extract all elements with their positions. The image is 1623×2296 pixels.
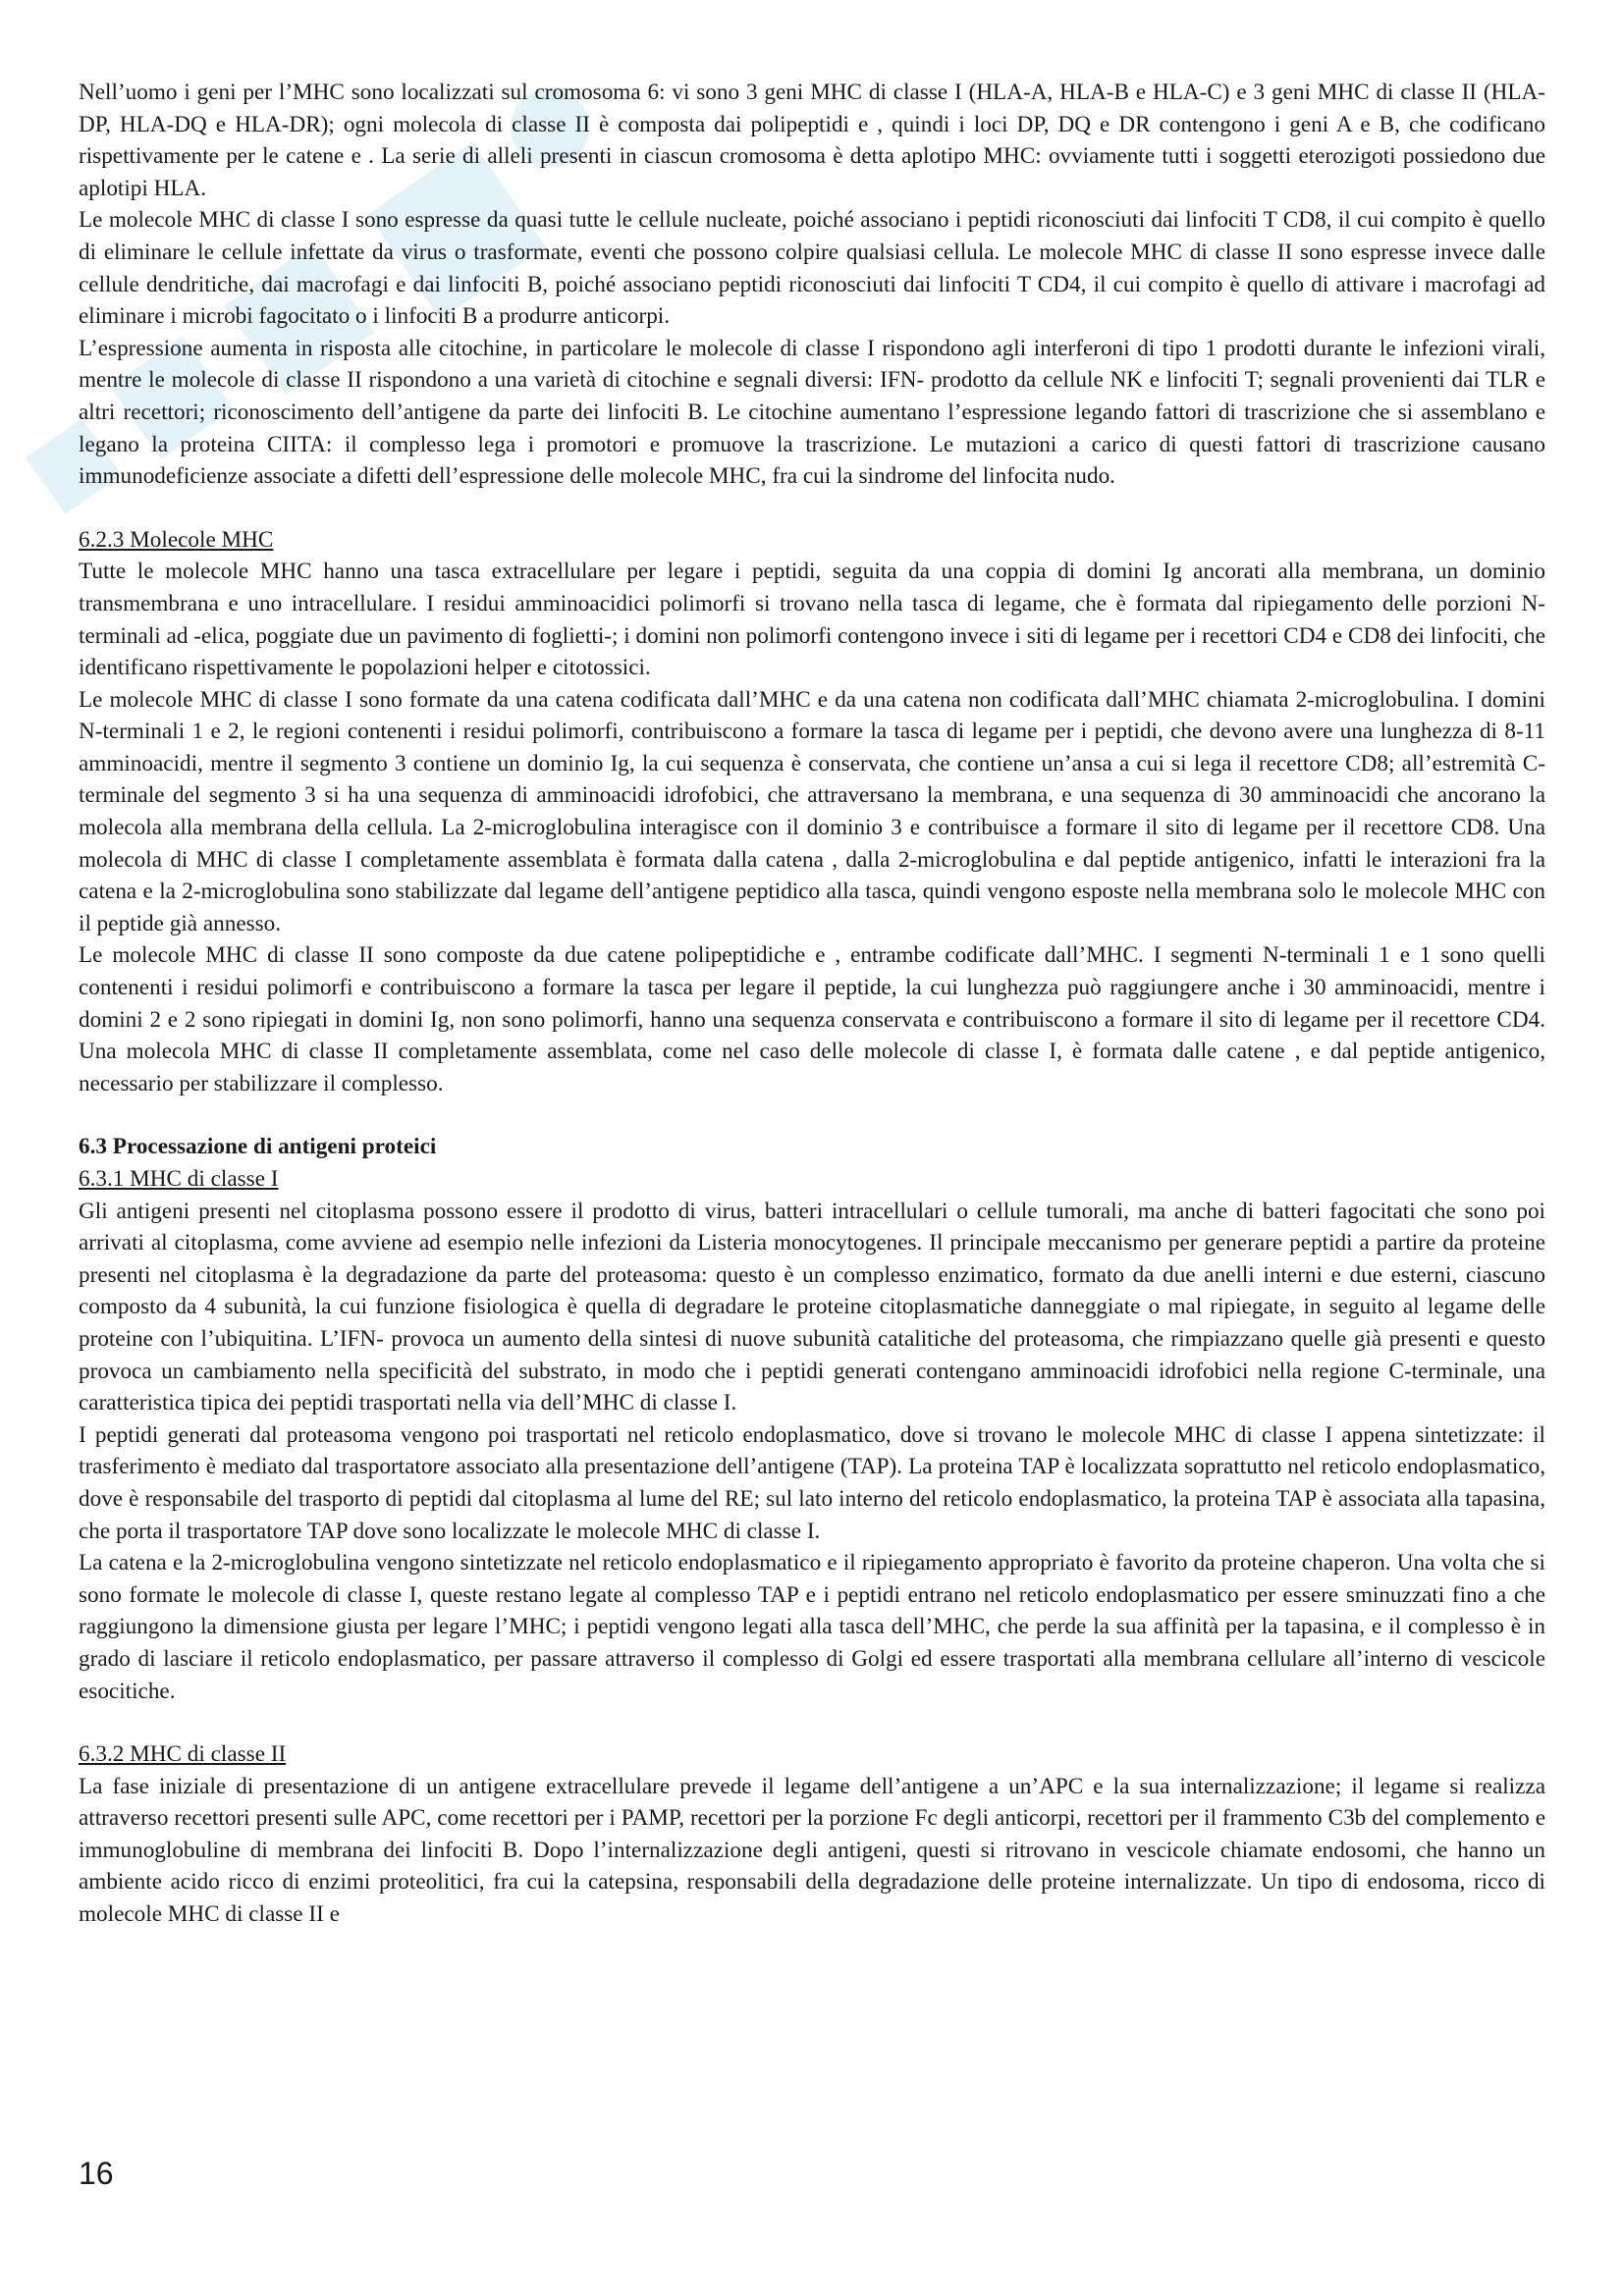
section-heading-63: 6.3 Processazione di antigeni proteici <box>79 1134 437 1160</box>
intro-paragraph-2: Le molecole MHC di classe I sono espresse da quasi tutte le cellule nucleate, poiché associano i peptidi riconosciuti dai linfociti T CD8, il cui compito è quello di eliminare le cellule infettate da virus o trasformate, eventi che possono colpire qualsiasi cellula. Le molecole MHC di classe II sono espresse invece dalle cellule dendritiche, dai macrofagi e dai linfociti B, poiché associano peptidi riconosciuti dai linfociti T CD4, il cui compito è quello di attivare i macrofagi ad eliminare i microbi fagocitato o i linfociti B a produrre anticorpi. <box>79 207 1545 330</box>
section-heading-632: 6.3.2 MHC di classe II <box>79 1741 287 1768</box>
section-623-paragraph-1: Tutte le molecole MHC hanno una tasca extracellulare per legare i peptidi, seguita da una coppia di domini Ig ancorati alla membrana, un dominio transmembrana e uno intracellulare. I residui amminoacidici polimorfi si trovano nella tasca di legame, che è formata dal ripiegamento delle porzioni N-terminali ad -elica, poggiate due un pavimento di foglietti-; i domini non polimorfi contengono invece i siti di legame per i recettori CD4 e CD8 dei linfociti, che identificano rispettivamente le popolazioni helper e citotossici. <box>79 559 1545 681</box>
section-623-paragraph-2: Le molecole MHC di classe I sono formate da una catena codificata dall’MHC e da una catena non codificata dall’MHC chiamata 2-microglobulina. I domini N-terminali 1 e 2, le regioni contenenti i residui polimorfi, contribuiscono a formare la tasca di legame per i peptidi, che devono avere una lunghezza di 8-11 amminoacidi, mentre il segmento 3 contiene un dominio Ig, la cui sequenza è conservata, che contiene un’ansa a cui si lega il recettore CD8; all’estremità C-terminale del segmento 3 si ha una sequenza di amminoacidi idrofobici, che attraversano la membrana, e una sequenza di 30 amminoacidi che ancorano la molecola alla membrana della cellula. La 2-microglobulina interagisce con il dominio 3 e contribuisce a formare il sito di legame per il recettore CD8. Una molecola di MHC di classe I completamente assemblata è formata dalla catena , dalla 2-microglobulina e dal peptide antigenico, infatti le interazioni fra la catena e la 2-microglobulina sono stabilizzate dal legame dell’antigene peptidico alla tasca, quindi vengono esposte nella membrana solo le molecole MHC con il peptide già annesso. <box>79 686 1545 936</box>
intro-paragraph-3: L’espressione aumenta in risposta alle citochine, in particolare le molecole di classe I rispondono agli interferoni di tipo 1 prodotti durante le infezioni virali, mentre le molecole di classe II rispondono a una varietà di citochine e segnali diversi: IFN- prodotto da cellule NK e linfociti T; segnali provenienti dai TLR e altri recettori; riconoscimento dell’antigene da parte dei linfociti B. Le citochine aumentano l’espressione legando fattori di trascrizione che si assemblano e legano la proteina CIITA: il complesso lega i promotori e promuove la trascrizione. Le mutazioni a carico di questi fattori di trascrizione causano immunodeficienze associate a difetti dell’espressione delle molecole MHC, fra cui la sindrome del linfocita nudo. <box>79 335 1545 490</box>
section-heading-623: 6.2.3 Molecole MHC <box>79 526 274 553</box>
document-page <box>79 77 1545 1931</box>
section-heading-631: 6.3.1 MHC di classe I <box>79 1166 279 1192</box>
section-631-paragraph-3: La catena e la 2-microglobulina vengono sintetizzate nel reticolo endoplasmatico e il ripiegamento appropriato è favorito da proteine chaperon. Una volta che si sono formate le molecole di classe I, queste restano legate al complesso TAP e i peptidi entrano nel reticolo endoplasmatico per essere sminuzzati fino a che raggiungono la dimensione giusta per legare l’MHC; i peptidi vengono legati alla tasca dell’MHC, che perde la sua affinità per la tapasina, e il complesso è in grado di lasciare il reticolo endoplasmatico, per passare attraverso il complesso di Golgi ed essere trasportati alla membrana cellulare all’interno di vescicole esocitiche. <box>79 1550 1545 1704</box>
section-631-paragraph-2: I peptidi generati dal proteasoma vengono poi trasportati nel reticolo endoplasmatico, dove si trovano le molecole MHC di classe I appena sintetizzate: il trasferimento è mediato dal trasportatore associato alla presentazione dell’antigene (TAP). La proteina TAP è localizzata soprattutto nel reticolo endoplasmatico, dove è responsabile del trasporto di peptidi dal citoplasma al lume del RE; sul lato interno del reticolo endoplasmatico, la proteina TAP è associata alla tapasina, che porta il trasportatore TAP dove sono localizzate le molecole MHC di classe I. <box>79 1421 1545 1544</box>
intro-paragraph-1: Nell’uomo i geni per l’MHC sono localizzati sul cromosoma 6: vi sono 3 geni MHC di classe I (HLA-A, HLA-B e HLA-C) e 3 geni MHC di classe II (HLA-DP, HLA-DQ e HLA-DR); ogni molecola di classe II è composta dai polipeptidi e , quindi i loci DP, DQ e DR contengono i geni A e B, che codificano rispettivamente per le catene e . La serie di alleli presenti in ciascun cromosoma è detta aplotipo MHC: ovviamente tutti i soggetti eterozigoti possiedono due aplotipi HLA. <box>79 80 1545 201</box>
section-632-paragraph-1: La fase iniziale di presentazione di un antigene extracellulare prevede il legame dell’antigene a un’APC e la sua internalizzazione; il legame si realizza attraverso recettori presenti sulle APC, come recettori per i PAMP, recettori per la porzione Fc degli anticorpi, recettori per il frammento C3b del complemento e immunoglobuline di membrana dei linfociti B. Dopo l’internalizzazione degli antigeni, questi si ritrovano in vescicole chiamate endosomi, che hanno un ambiente acido ricco di enzimi proteolitici, fra cui la catepsina, responsabili della degradazione delle proteine internalizzate. Un tipo di endosoma, ricco di molecole MHC di classe II e <box>79 1773 1545 1928</box>
page-number: 16 <box>79 2156 114 2191</box>
section-623-paragraph-3: Le molecole MHC di classe II sono composte da due catene polipeptidiche e , entrambe codificate dall’MHC. I segmenti N-terminali 1 e 1 sono quelli contenenti i residui polimorfi e contribuiscono a formare la tasca per legare il peptide, la cui lunghezza può raggiungere anche i 30 amminoacidi, mentre i domini 2 e 2 sono ripiegati in domini Ig, non sono polimorfi, hanno una sequenza conservata e contribuiscono a formare il sito di legame per il recettore CD4. Una molecola MHC di classe II completamente assemblata, come nel caso delle molecole di classe I, è formata dalle catene , e dal peptide antigenico, necessario per stabilizzare il complesso. <box>79 942 1545 1096</box>
section-631-paragraph-1: Gli antigeni presenti nel citoplasma possono essere il prodotto di virus, batteri intracellulari o cellule tumorali, ma anche di batteri fagocitati che sono poi arrivati al citoplasma, come avviene ad esempio nelle infezioni da Listeria monocytogenes. Il principale meccanismo per generare peptidi a partire da proteine presenti nel citoplasma è la degradazione da parte del proteasoma: questo è un complesso enzimatico, formato da due anelli interni e due esterni, ciascuno composto da 4 subunità, la cui funzione fisiologica è quella di degradare le proteine citoplasmatiche danneggiate o mal ripiegate, in seguito al legame delle proteine con l’ubiquitina. L’IFN- provoca un aumento della sintesi di nuove subunità catalitiche del proteasoma, che rimpiazzano quelle già presenti e questo provoca un cambiamento nella specificità del substrato, in modo che i peptidi generati contengano amminoacidi idrofobici nella regione C-terminale, una caratteristica tipica dei peptidi trasportati nella via dell’MHC di classe I. <box>79 1198 1545 1416</box>
